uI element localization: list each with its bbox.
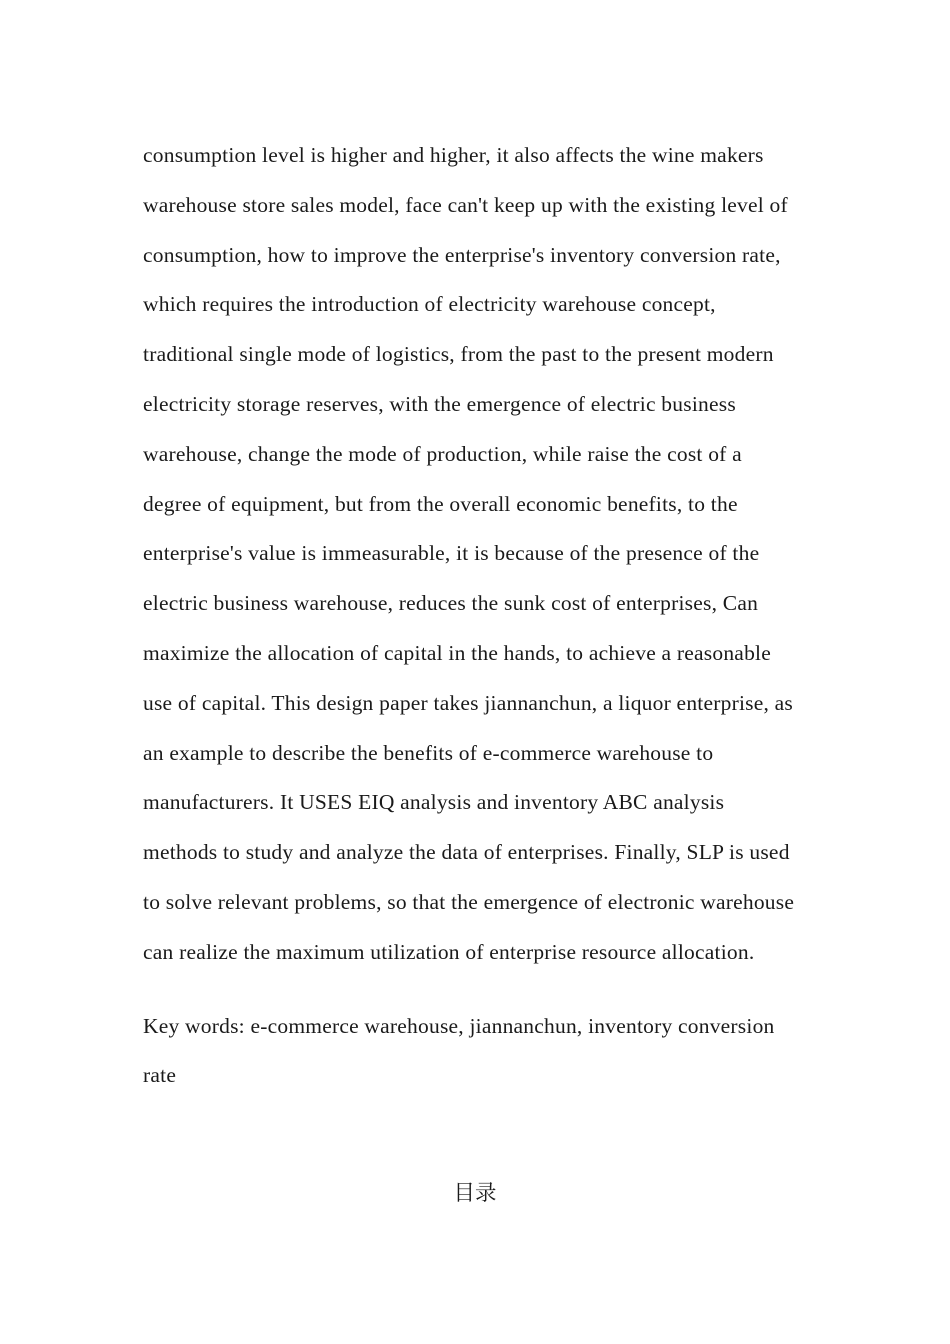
table-of-contents-heading: 目录 bbox=[453, 1181, 497, 1206]
text-line: an example to describe the benefits of e-commerce warehouse to bbox=[143, 740, 714, 765]
text-line: degree of equipment, but from the overall economic benefits, to the bbox=[143, 491, 738, 516]
text-line: methods to study and analyze the data of enterprises. Finally, SLP is used bbox=[143, 840, 790, 865]
text-line: consumption, how to improve the enterprise's inventory conversion rate, bbox=[143, 242, 781, 267]
text-line: traditional single mode of logistics, from the past to the present modern bbox=[143, 342, 774, 367]
text-line: electric business warehouse, reduces the sunk cost of enterprises, Can bbox=[143, 591, 759, 616]
text-line: manufacturers. It USES EIQ analysis and inventory ABC analysis bbox=[143, 790, 725, 815]
keywords-line: Key words: e-commerce warehouse, jiannanchun, inventory conversion bbox=[143, 1013, 775, 1038]
paragraph-spacer bbox=[143, 978, 808, 1002]
text-line: warehouse store sales model, face can't keep up with the existing level of bbox=[143, 192, 788, 217]
text-line: warehouse, change the mode of production, while raise the cost of a bbox=[143, 441, 742, 466]
text-line: which requires the introduction of electricity warehouse concept, bbox=[143, 292, 716, 317]
text-line: maximize the allocation of capital in the hands, to achieve a reasonable bbox=[143, 640, 771, 665]
text-line: use of capital. This design paper takes jiannanchun, a liquor enterprise, as bbox=[143, 690, 793, 715]
text-line: electricity storage reserves, with the emergence of electric business bbox=[143, 391, 736, 416]
keywords-line: rate bbox=[143, 1063, 177, 1088]
abstract-text-column bbox=[143, 131, 808, 1101]
text-line: enterprise's value is immeasurable, it is because of the presence of the bbox=[143, 541, 760, 566]
text-line: to solve relevant problems, so that the emergence of electronic warehouse bbox=[143, 889, 795, 914]
abstract-body-paragraph bbox=[143, 131, 808, 978]
keywords-paragraph bbox=[143, 1002, 808, 1102]
text-line: can realize the maximum utilization of enterprise resource allocation. bbox=[143, 939, 755, 964]
text-line: consumption level is higher and higher, it also affects the wine makers bbox=[143, 143, 764, 167]
